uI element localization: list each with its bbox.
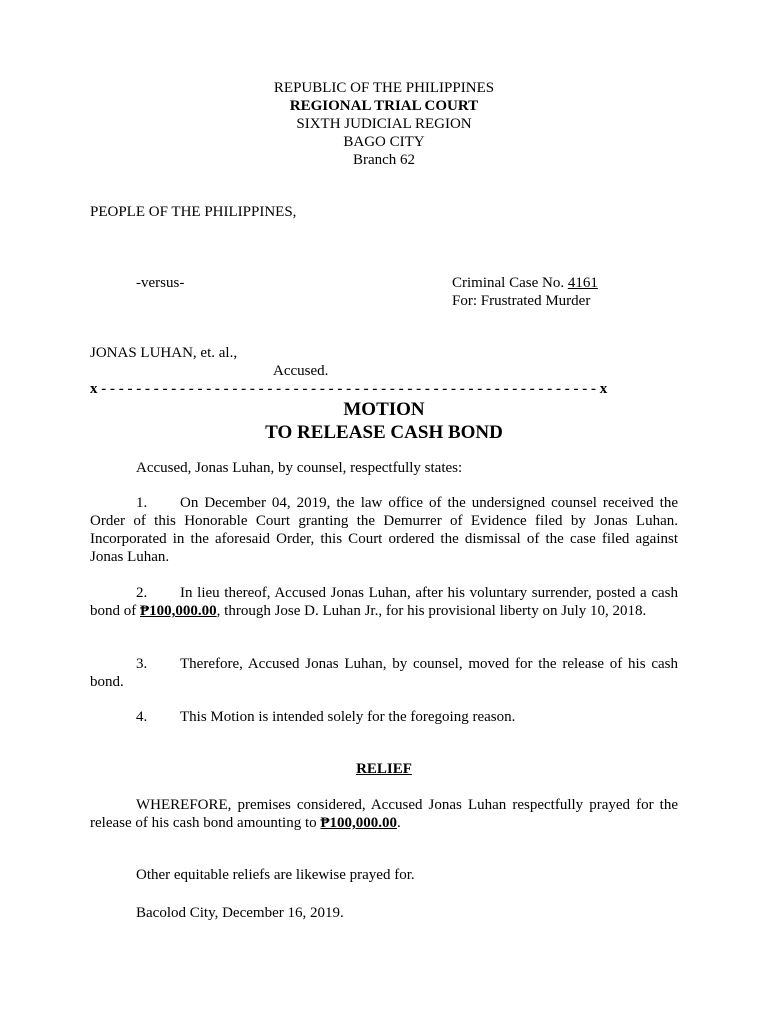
case-number-line bbox=[452, 274, 598, 292]
case-number: 4161 bbox=[567, 275, 598, 291]
paragraph-2-number: 2. bbox=[136, 585, 148, 601]
caption-separator: x - - - - - - - - - - - - - - - - - - - - - - - - - - - - - - - - - - - - - - - - - - - - - - - - - - - - - - - - - x bbox=[90, 381, 608, 397]
header-republic: REPUBLIC OF THE PHILIPPINES bbox=[273, 80, 495, 96]
paragraph-1-text: On December 04, 2019, the law office of the undersigned counsel received the Order of this Honorable Court granting the Demurrer of Evidence filed by Jonas Luhan. Incorporated in the aforesaid Order, this Court ordered the dismissal of the case filed against Jonas Luhan. bbox=[90, 495, 678, 565]
paragraph-1-number: 1. bbox=[136, 495, 148, 511]
case-offense: For: Frustrated Murder bbox=[452, 293, 591, 309]
other-reliefs: Other equitable reliefs are likewise prayed for. bbox=[136, 867, 415, 883]
intro-statement: Accused, Jonas Luhan, by counsel, respectfully states: bbox=[136, 460, 463, 476]
header-court: REGIONAL TRIAL COURT bbox=[289, 98, 479, 114]
place-and-date: Bacolod City, December 16, 2019. bbox=[136, 905, 344, 921]
header-city: BAGO CITY bbox=[343, 134, 425, 150]
paragraph-4 bbox=[90, 708, 678, 726]
relief-heading: RELIEF bbox=[356, 761, 412, 777]
relief-prayer bbox=[90, 796, 678, 832]
defendant-name: JONAS LUHAN, et. al., bbox=[90, 345, 238, 361]
motion-title: MOTION bbox=[343, 399, 425, 420]
plaintiff-name: PEOPLE OF THE PHILIPPINES, bbox=[90, 204, 297, 220]
accused-label: Accused. bbox=[273, 363, 329, 379]
paragraph-4-number: 4. bbox=[136, 709, 148, 725]
paragraph-2 bbox=[90, 584, 678, 620]
header-branch: Branch 62 bbox=[352, 152, 416, 168]
relief-period: . bbox=[397, 815, 401, 831]
paragraph-3-text: Therefore, Accused Jonas Luhan, by counsel, moved for the release of his cash bond. bbox=[90, 656, 678, 690]
paragraph-4-text: This Motion is intended solely for the foregoing reason. bbox=[180, 709, 516, 725]
paragraph-2-text-start: In lieu thereof, Accused Jonas Luhan, after his voluntary surrender, posted a cash bond of bbox=[90, 585, 678, 619]
case-number-label: Criminal Case No. bbox=[452, 275, 568, 291]
paragraph-3-number: 3. bbox=[136, 656, 148, 672]
header-region: SIXTH JUDICIAL REGION bbox=[296, 116, 472, 132]
paragraph-2-text-end: , through Jose D. Luhan Jr., for his provisional liberty on July 10, 2018. bbox=[216, 603, 647, 619]
cash-bond-amount: ₱100,000.00 bbox=[140, 603, 217, 619]
versus-label: -versus- bbox=[136, 275, 185, 291]
relief-prayer-text: WHEREFORE, premises considered, Accused Jonas Luhan respectfully prayed for the release of his cash bond amounting to bbox=[90, 797, 678, 831]
paragraph-1 bbox=[90, 494, 678, 566]
relief-amount: ₱100,000.00 bbox=[320, 815, 398, 831]
motion-subtitle: TO RELEASE CASH BOND bbox=[265, 422, 503, 443]
paragraph-3 bbox=[90, 655, 678, 691]
